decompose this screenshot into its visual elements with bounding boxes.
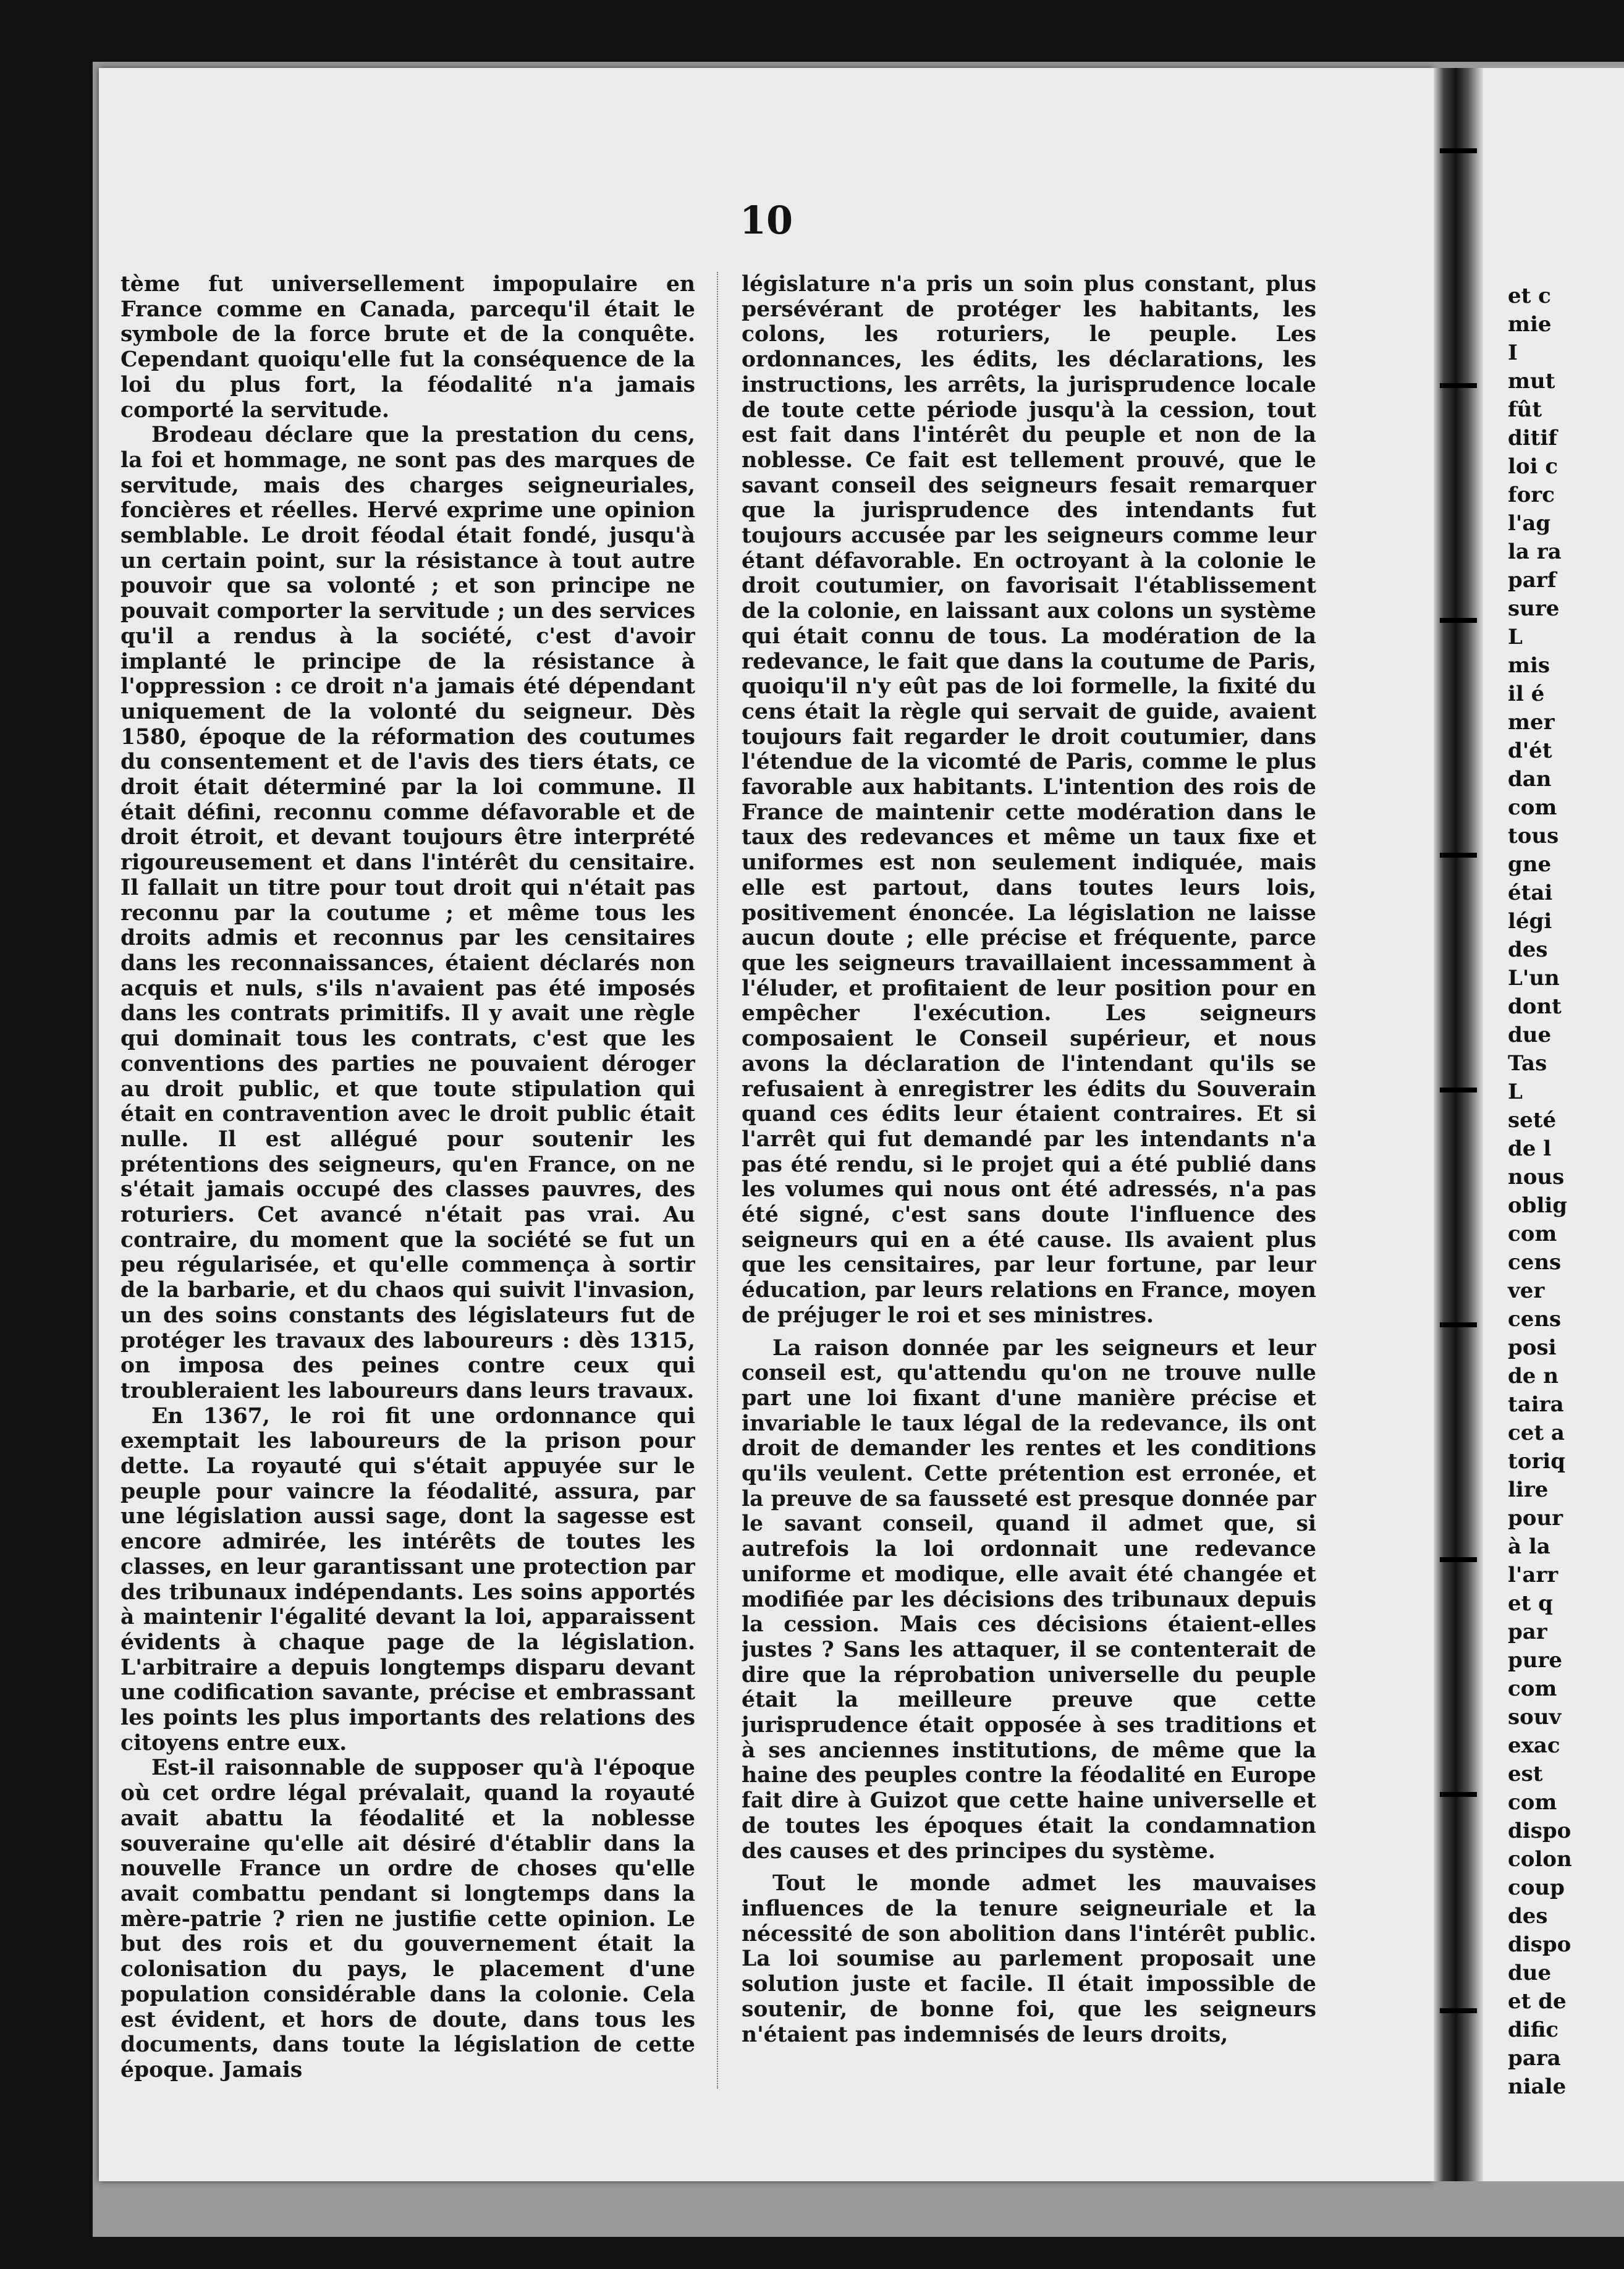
left-paragraph-2: Brodeau déclare que la prestation du cens, la foi et hommage, ne sont pas des marques de servitude, mais des charges seigneuriales, foncières et réelles. Hervé exprime une opinion semblable. Le droit féodal était fondé, jusqu'à un certain point, sur la résistance à tout autre pouvoir que sa volonté ; et son principe ne pouvait comporter la servitude ; un des services qu'il a rendus à la société, c'est d'avoir implanté le principe de la résistance à l'oppression : ce droit n'a jamais été dépendant uniquement de la volonté du seigneur. Dès 1580, époque de la réformation des coutumes du consentement et de l'avis des tiers états, ce droit était déterminé par la loi commune. Il était défini, reconnu comme défavorable et de droit étroit, et devant toujours être interprété rigoureusement et dans l'intérêt du censitaire. Il fallait un titre pour tout droit qui n'était pas reconnu par la coutume ; et même tous les droits admis et reconnus par les censitaires dans les reconnaissances, étaient déclarés non acquis et nuls, s'ils n'avaient pas été imposés dans les contrats primitifs. Il y avait une règle qui dominait tous les contrats, c'est que les conventions des parties ne pouvaient déroger au droit public, et que toute stipulation qui était en contravention avec le droit public était nulle. Il est allégué pour soutenir les prétentions des seigneurs, qu'en France, on ne s'était jamais occupé des classes pauvres, des roturiers. Cet avancé n'était pas vrai. Au contraire, du moment que la société se fut un peu régularisée, et qu'elle commença à sortir de la barbarie, et du chaos qui suivit l'invasion, un des soins constants des législateurs fut de protéger les travaux des laboureurs : dès 1315, on imposa des peines contre ceux qui troubleraient les laboureurs dans leurs travaux.	[121, 423, 695, 1403]
next-page-fragment: com	[1508, 1222, 1557, 1246]
right-paragraph-3: Tout le monde admet les mauvaises influences de la tenure seigneuriale et la nécessité de son abolition dans l'intérêt public. La loi soumise au parlement proposait une solution juste et facile. Il était impossible de soutenir, de bonne foi, que les seigneurs n'étaient pas indemnisés de leurs droits,	[742, 1871, 1316, 2047]
next-page-fragment: posi	[1508, 1335, 1557, 1360]
next-page-fragment: L	[1508, 1080, 1523, 1104]
left-paragraph-4: Est-il raisonnable de supposer qu'à l'époque où cet ordre légal prévalait, quand la royauté avait abattu la féodalité et la noblesse souveraine qu'elle ait désiré d'établir dans la nouvelle France un ordre de choses qu'elle avait combattu pendant si longtemps dans la mère-patrie ? rien ne justifie cette opinion. Le but des rois et du gouvernement était la colonisation du pays, le placement d'une population considérable dans la colonie. Cela est évident, et hors de doute, dans tous les documents, dans toute la législation de cette époque. Jamais	[121, 1756, 695, 2082]
spine-stitch	[1440, 1322, 1477, 1327]
next-page-fragment: mie	[1508, 312, 1552, 337]
next-page-fragment: mut	[1508, 369, 1555, 394]
spine-stitch	[1440, 618, 1477, 623]
next-page-fragment: L'un	[1508, 966, 1560, 991]
next-page-fragment: exac	[1508, 1733, 1560, 1758]
spine-stitch	[1440, 853, 1477, 858]
spine-stitch	[1440, 383, 1477, 388]
right-paragraph-1: législature n'a pris un soin plus constant, plus persévérant de protéger les habitants, les colons, les roturiers, le peuple. Les ordonnances, les édits, les déclarations, les instructions, les arrêts, la jurisprudence locale de toute cette période jusqu'à la cession, tout est fait dans l'intérêt du peuple et non de la noblesse. Ce fait est tellement prouvé, que le savant conseil des seigneurs fesait remarquer que la jurisprudence des intendants fut toujours accusée par les seigneurs comme leur étant défavorable. En octroyant à la colonie le droit coutumier, on favorisait l'établissement de la colonie, en laissant aux colons un système qui était connu de tous. La modération de la redevance, le fait que dans la coutume de Paris, quoiqu'il n'y eût pas de loi formelle, la fixité du cens était la règle qui servait de guide, avaient toujours fait regarder le droit coutumier, dans l'étendue de la vicomté de Paris, comme le plus favorable aux habitants. L'intention des rois de France de maintenir cette modération dans le taux des redevances et même un taux fixe et uniformes est non seulement indiquée, mais elle est partout, dans toutes leurs lois, positivement énoncée. La législation ne laisse aucun doute ; elle précise et fréquente, parce que les seigneurs travaillaient incessamment à l'éluder, et profitaient de leur position pour en empêcher l'exécution. Les seigneurs composaient le Conseil supérieur, et nous avons la déclaration de l'intendant qu'ils se refusaient à enregistrer les édits du Souverain quand ces édits leur étaient contraires. Et si l'arrêt qui fut demandé par les intendants n'a pas été rendu, si le projet qui a été publié dans les volumes qui nous ont été adressés, n'a pas été signé, c'est sans doute l'influence des seigneurs qui en a été cause. Ils avaient plus que les censitaires, par leur fortune, par leur éducation, par leurs relations en France, moyen de préjuger le roi et ses ministres.	[742, 272, 1316, 1328]
next-page-fragment: souv	[1508, 1705, 1562, 1730]
next-page-fragment: pour	[1508, 1506, 1563, 1531]
right-paragraph-2: La raison donnée par les seigneurs et leur conseil est, qu'attendu qu'on ne trouve nulle part une loi fixant d'une manière précise et invariable le taux légal de la redevance, ils ont droit de demander les rentes et les conditions qu'ils veulent. Cette prétention est erronée, et la preuve de sa fausseté est presque donnée par le savant conseil, quand il admet que, si autrefois la loi ordonnait une redevance uniforme et modique, elle avait été changée et modifiée par les décisions des tribunaux depuis la cession. Mais ces décisions étaient-elles justes ? Sans les attaquer, il se contenterait de dire que la réprobation universelle du peuple était la meilleure preuve que cette jurisprudence était opposée à ses traditions et à ses anciennes institutions, de même que la haine des peuples contre la féodalité en Europe fait dire à Guizot que cette haine universelle et de toutes les époques était la condamnation des causes et des principes du système.	[742, 1335, 1316, 1864]
next-page-fragment: nous	[1508, 1165, 1565, 1189]
book-page	[99, 68, 1434, 2181]
next-page-fragment: forc	[1508, 483, 1555, 507]
next-page-fragment: due	[1508, 1023, 1552, 1047]
next-page-fragment: taira	[1508, 1392, 1564, 1417]
next-page-fragment: parf	[1508, 568, 1557, 593]
next-page-fragment: l'arr	[1508, 1563, 1558, 1587]
page-number: 10	[739, 198, 793, 243]
next-page-fragment: tous	[1508, 824, 1559, 848]
next-page-fragment: et c	[1508, 284, 1551, 308]
next-page-fragment: dispo	[1508, 1819, 1571, 1843]
spine-stitch	[1440, 1088, 1477, 1092]
next-page-fragment: légi	[1508, 909, 1552, 934]
next-page-fragment: cens	[1508, 1250, 1562, 1275]
next-page-fragment: l'ag	[1508, 511, 1551, 536]
next-page-fragment: I	[1508, 340, 1518, 365]
next-page-fragment: oblig	[1508, 1193, 1568, 1218]
next-page-fragment: toriq	[1508, 1449, 1565, 1474]
next-page-fragment: cens	[1508, 1307, 1562, 1332]
next-page-fragment: est	[1508, 1762, 1543, 1786]
next-page-fragment: à la	[1508, 1534, 1550, 1559]
next-page-fragment: ver	[1508, 1278, 1545, 1303]
next-page-fragment: com	[1508, 1790, 1557, 1815]
next-page-fragment: seté	[1508, 1108, 1557, 1133]
left-column	[121, 272, 695, 2089]
next-page-fragment: Tas	[1508, 1051, 1547, 1076]
next-page-fragment: loi c	[1508, 454, 1558, 479]
next-page-fragment: pure	[1508, 1648, 1563, 1673]
next-page-fragment: dific	[1508, 2018, 1559, 2042]
next-page-fragment: et q	[1508, 1591, 1553, 1616]
next-page-fragment: mer	[1508, 710, 1555, 735]
next-page-fragment: gne	[1508, 852, 1552, 877]
next-page-fragment: d'ét	[1508, 738, 1552, 763]
next-page-fragment: il é	[1508, 682, 1545, 706]
next-page-fragment: par	[1508, 1620, 1547, 1644]
column-divider	[717, 272, 718, 2089]
next-page-fragment: dont	[1508, 994, 1562, 1019]
next-page-fragment: due	[1508, 1961, 1552, 1985]
next-page-fragment: L	[1508, 625, 1523, 649]
next-page-edge	[1483, 68, 1624, 2181]
next-page-fragment: com	[1508, 1676, 1557, 1701]
spine-stitch	[1440, 1792, 1477, 1797]
next-page-fragment: ditif	[1508, 426, 1557, 450]
next-page-fragment: dan	[1508, 767, 1552, 792]
next-page-fragment: lire	[1508, 1477, 1549, 1502]
next-page-fragment: mis	[1508, 653, 1550, 678]
next-page-fragment: com	[1508, 795, 1557, 820]
next-page-fragment: étai	[1508, 881, 1553, 905]
next-page-fragment: coup	[1508, 1875, 1565, 1900]
next-page-fragment: fût	[1508, 397, 1542, 422]
next-page-fragment: des	[1508, 1904, 1548, 1929]
next-page-fragment: colon	[1508, 1847, 1572, 1872]
spine-stitch	[1440, 2008, 1477, 2013]
next-page-fragment: et de	[1508, 1989, 1567, 2014]
spine-stitch	[1440, 148, 1477, 153]
next-page-fragment: la ra	[1508, 539, 1562, 564]
next-page-fragment: de l	[1508, 1136, 1552, 1161]
next-page-fragment: sure	[1508, 596, 1560, 621]
spine-stitch	[1440, 1557, 1477, 1562]
next-page-fragment: des	[1508, 937, 1548, 962]
next-page-fragment: niale	[1508, 2074, 1567, 2099]
left-paragraph-1: tème fut universellement impopulaire en France comme en Canada, parcequ'il était le symbole de la force brute et de la conquête. Cependant quoiqu'elle fut la conséquence de la loi du plus fort, la féodalité n'a jamais comporté la servitude.	[121, 272, 695, 423]
next-page-fragment: para	[1508, 2046, 1561, 2071]
next-page-fragment: dispo	[1508, 1932, 1571, 1957]
next-page-fragment: de n	[1508, 1364, 1558, 1388]
right-column	[742, 272, 1316, 2089]
next-page-fragment: cet a	[1508, 1421, 1565, 1445]
left-paragraph-3: En 1367, le roi fit une ordonnance qui exemptait les laboureurs de la prison pour dette. La royauté qui s'était appuyée sur le peuple pour vaincre la féodalité, assura, par une législation aussi sage, dont la sagesse est encore admirée, les intérêts de toutes les classes, en leur garantissant une protection par des tribunaux indépendants. Les soins apportés à maintenir l'égalité devant la loi, apparaissent évidents à chaque page de la législation. L'arbitraire a depuis longtemps disparu devant une codification savante, précise et embrassant les points les plus importants des relations des citoyens entre eux.	[121, 1403, 695, 1756]
